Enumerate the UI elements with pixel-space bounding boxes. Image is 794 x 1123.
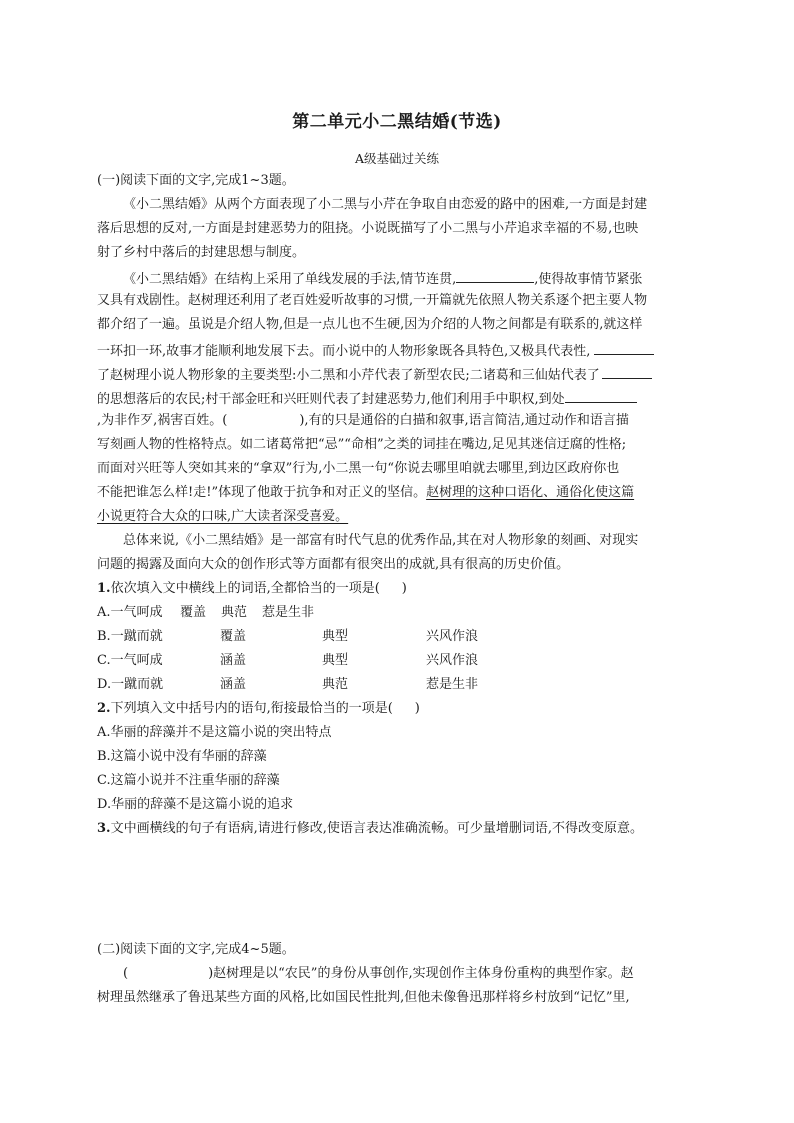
- text-span: 的思想落后的农民;村干部金旺和兴旺则代表了封建恶势力,他们利用手中职权,到处: [97, 392, 565, 407]
- paragraph4-line: [123, 967, 634, 980]
- page-title: 第二单元小二黑结婚(节选): [292, 112, 502, 132]
- paragraph2-line: [97, 510, 356, 523]
- section1-heading: (一)阅读下面的文字,完成1~3题。: [97, 173, 295, 188]
- page-subtitle: A级基础过关练: [354, 151, 440, 166]
- paragraph2-line: [97, 414, 629, 427]
- question-number: 3.: [97, 821, 111, 836]
- answer-area[interactable]: [97, 846, 697, 926]
- paragraph2-line: [97, 486, 634, 499]
- section2-heading: (二)阅读下面的文字,完成4~5题。: [97, 942, 295, 957]
- option-word: 一气呵成: [110, 653, 163, 668]
- question-bracket: ): [401, 581, 407, 596]
- option-word: 覆盖: [180, 605, 207, 620]
- paragraph2-line: [97, 342, 654, 358]
- question-stem: 下列填入文中括号内的语句,衔接最恰当的一项是(: [110, 701, 393, 716]
- text-span: ,使得故事情节紧张: [534, 272, 643, 287]
- paragraph3-line: 问题的揭露及面向大众的创作形式等方面都有很突出的成就,具有很高的历史价值。: [97, 557, 570, 572]
- q2-option-a[interactable]: A.华丽的辞藻并不是这篇小说的突出特点: [97, 725, 332, 740]
- q2-option-b[interactable]: B.这篇小说中没有华丽的辞藻: [97, 749, 267, 764]
- option-label: C.: [97, 653, 111, 668]
- option-word: 一气呵成: [110, 605, 163, 620]
- option-word: 一蹴而就: [110, 629, 163, 644]
- question-stem: 文中画横线的句子有语病,请进行修改,使语言表达准确流畅。可少量增删词语,不得改变原意。: [110, 821, 643, 836]
- paragraph3-line: 总体来说,《小二黑结婚》是一部富有时代气息的优秀作品,其在对人物形象的刻画、对现实: [123, 533, 639, 548]
- question-3: [97, 822, 643, 835]
- question-2: [97, 702, 420, 715]
- q2-option-c[interactable]: C.这篇小说并不注重华丽的辞藻: [97, 773, 280, 788]
- option-word: 典型: [322, 653, 349, 668]
- fill-blank-2[interactable]: [594, 342, 654, 355]
- option-word: 惹是生非: [426, 677, 479, 692]
- paragraph1-line: 《小二黑结婚》从两个方面表现了小二黑与小芹在争取自由恋爱的路中的困难,一方面是封建: [123, 197, 648, 212]
- underlined-sentence: 赵树理的这种口语化、通俗化使这篇: [426, 485, 635, 500]
- question-number: 1.: [97, 581, 111, 596]
- option-word: 一蹴而就: [111, 677, 164, 692]
- paragraph2-line: 写刻画人物的性格特点。如二诸葛常把“忌”“命相”之类的词挂在嘴边,足见其迷信迂腐的性格;: [97, 437, 627, 452]
- paragraph2-line: 而面对兴旺等人突如其来的“拿双”行为,小二黑一句“你说去哪里咱就去哪里,到边区政府你也: [97, 461, 620, 476]
- paragraph1-line: 落后思想的反对,一方面是封建恶势力的阻挠。小说既描写了小二黑与小芹追求幸福的不易,也映: [97, 221, 639, 236]
- text-span: ),有的只是通俗的白描和叙事,语言简洁,通过动作和语言描: [299, 413, 629, 428]
- text-span: 了赵树理小说人物形象的主要类型:小二黑和小芹代表了新型农民;二诸葛和三仙姑代表了: [97, 368, 600, 383]
- q1-option-d[interactable]: [97, 678, 163, 691]
- paragraph4-line: 树理虽然继承了鲁迅某些方面的风格,比如国民性批判,但他未像鲁迅那样将乡村放到“记忆”里,: [97, 990, 630, 1005]
- fill-blank-3[interactable]: [602, 366, 652, 379]
- q2-option-d[interactable]: D.华丽的辞藻不是这篇小说的追求: [97, 797, 294, 812]
- paragraph1-line: 射了乡村中落后的封建思想与制度。: [97, 245, 306, 260]
- option-label: B.: [97, 629, 111, 644]
- paragraph2-line: [97, 366, 652, 382]
- q1-option-b[interactable]: [97, 630, 163, 643]
- option-word: 惹是生非: [262, 605, 315, 620]
- option-label: A.: [97, 605, 111, 620]
- option-word: 典范: [221, 605, 248, 620]
- option-word: 覆盖: [220, 629, 247, 644]
- text-span: ,为非作歹,祸害百姓。(: [97, 413, 228, 428]
- option-word: 涵盖: [220, 677, 247, 692]
- fill-blank-1[interactable]: [456, 270, 534, 283]
- option-word: 典范: [322, 677, 349, 692]
- question-1: [97, 582, 407, 595]
- text-span: 不能把谁怎么样!走!”体现了他敢于抗争和对正义的坚信。: [97, 485, 427, 500]
- option-word: 典型: [322, 629, 349, 644]
- option-word: 兴风作浪: [426, 653, 479, 668]
- question-bracket: ): [414, 701, 420, 716]
- question-stem: 依次填入文中横线上的词语,全都恰当的一项是(: [110, 581, 380, 596]
- text-span: 一环扣一环,故事才能顺利地发展下去。而小说中的人物形象既各具特色,又极具代表性,: [97, 344, 591, 359]
- text-span: (: [123, 966, 129, 981]
- paragraph2-line: [123, 270, 642, 286]
- option-label: D.: [97, 677, 112, 692]
- question-number: 2.: [97, 701, 111, 716]
- q1-option-c[interactable]: [97, 654, 163, 667]
- option-word: 涵盖: [220, 653, 247, 668]
- option-word: 兴风作浪: [426, 629, 479, 644]
- paragraph2-line: [97, 390, 637, 406]
- underlined-sentence: 小说更符合大众的口味,广大读者深受喜爱。: [97, 509, 349, 524]
- fill-blank-4[interactable]: [565, 390, 637, 403]
- paragraph2-line: 都介绍了一遍。虽说是介绍人物,但是一点儿也不生硬,因为介绍的人物之间都是有联系的,就这样: [97, 317, 643, 332]
- text-span: )赵树理是以“农民”的身份从事创作,实现创作主体身份重构的典型作家。赵: [208, 966, 634, 981]
- paragraph2-line: 又具有戏剧性。赵树理还利用了老百姓爱听故事的习惯,一开篇就先依照人物关系逐个把主要人物: [97, 293, 648, 308]
- text-span: 《小二黑结婚》在结构上采用了单线发展的手法,情节连贯,: [123, 272, 457, 287]
- q1-option-a[interactable]: [97, 606, 163, 619]
